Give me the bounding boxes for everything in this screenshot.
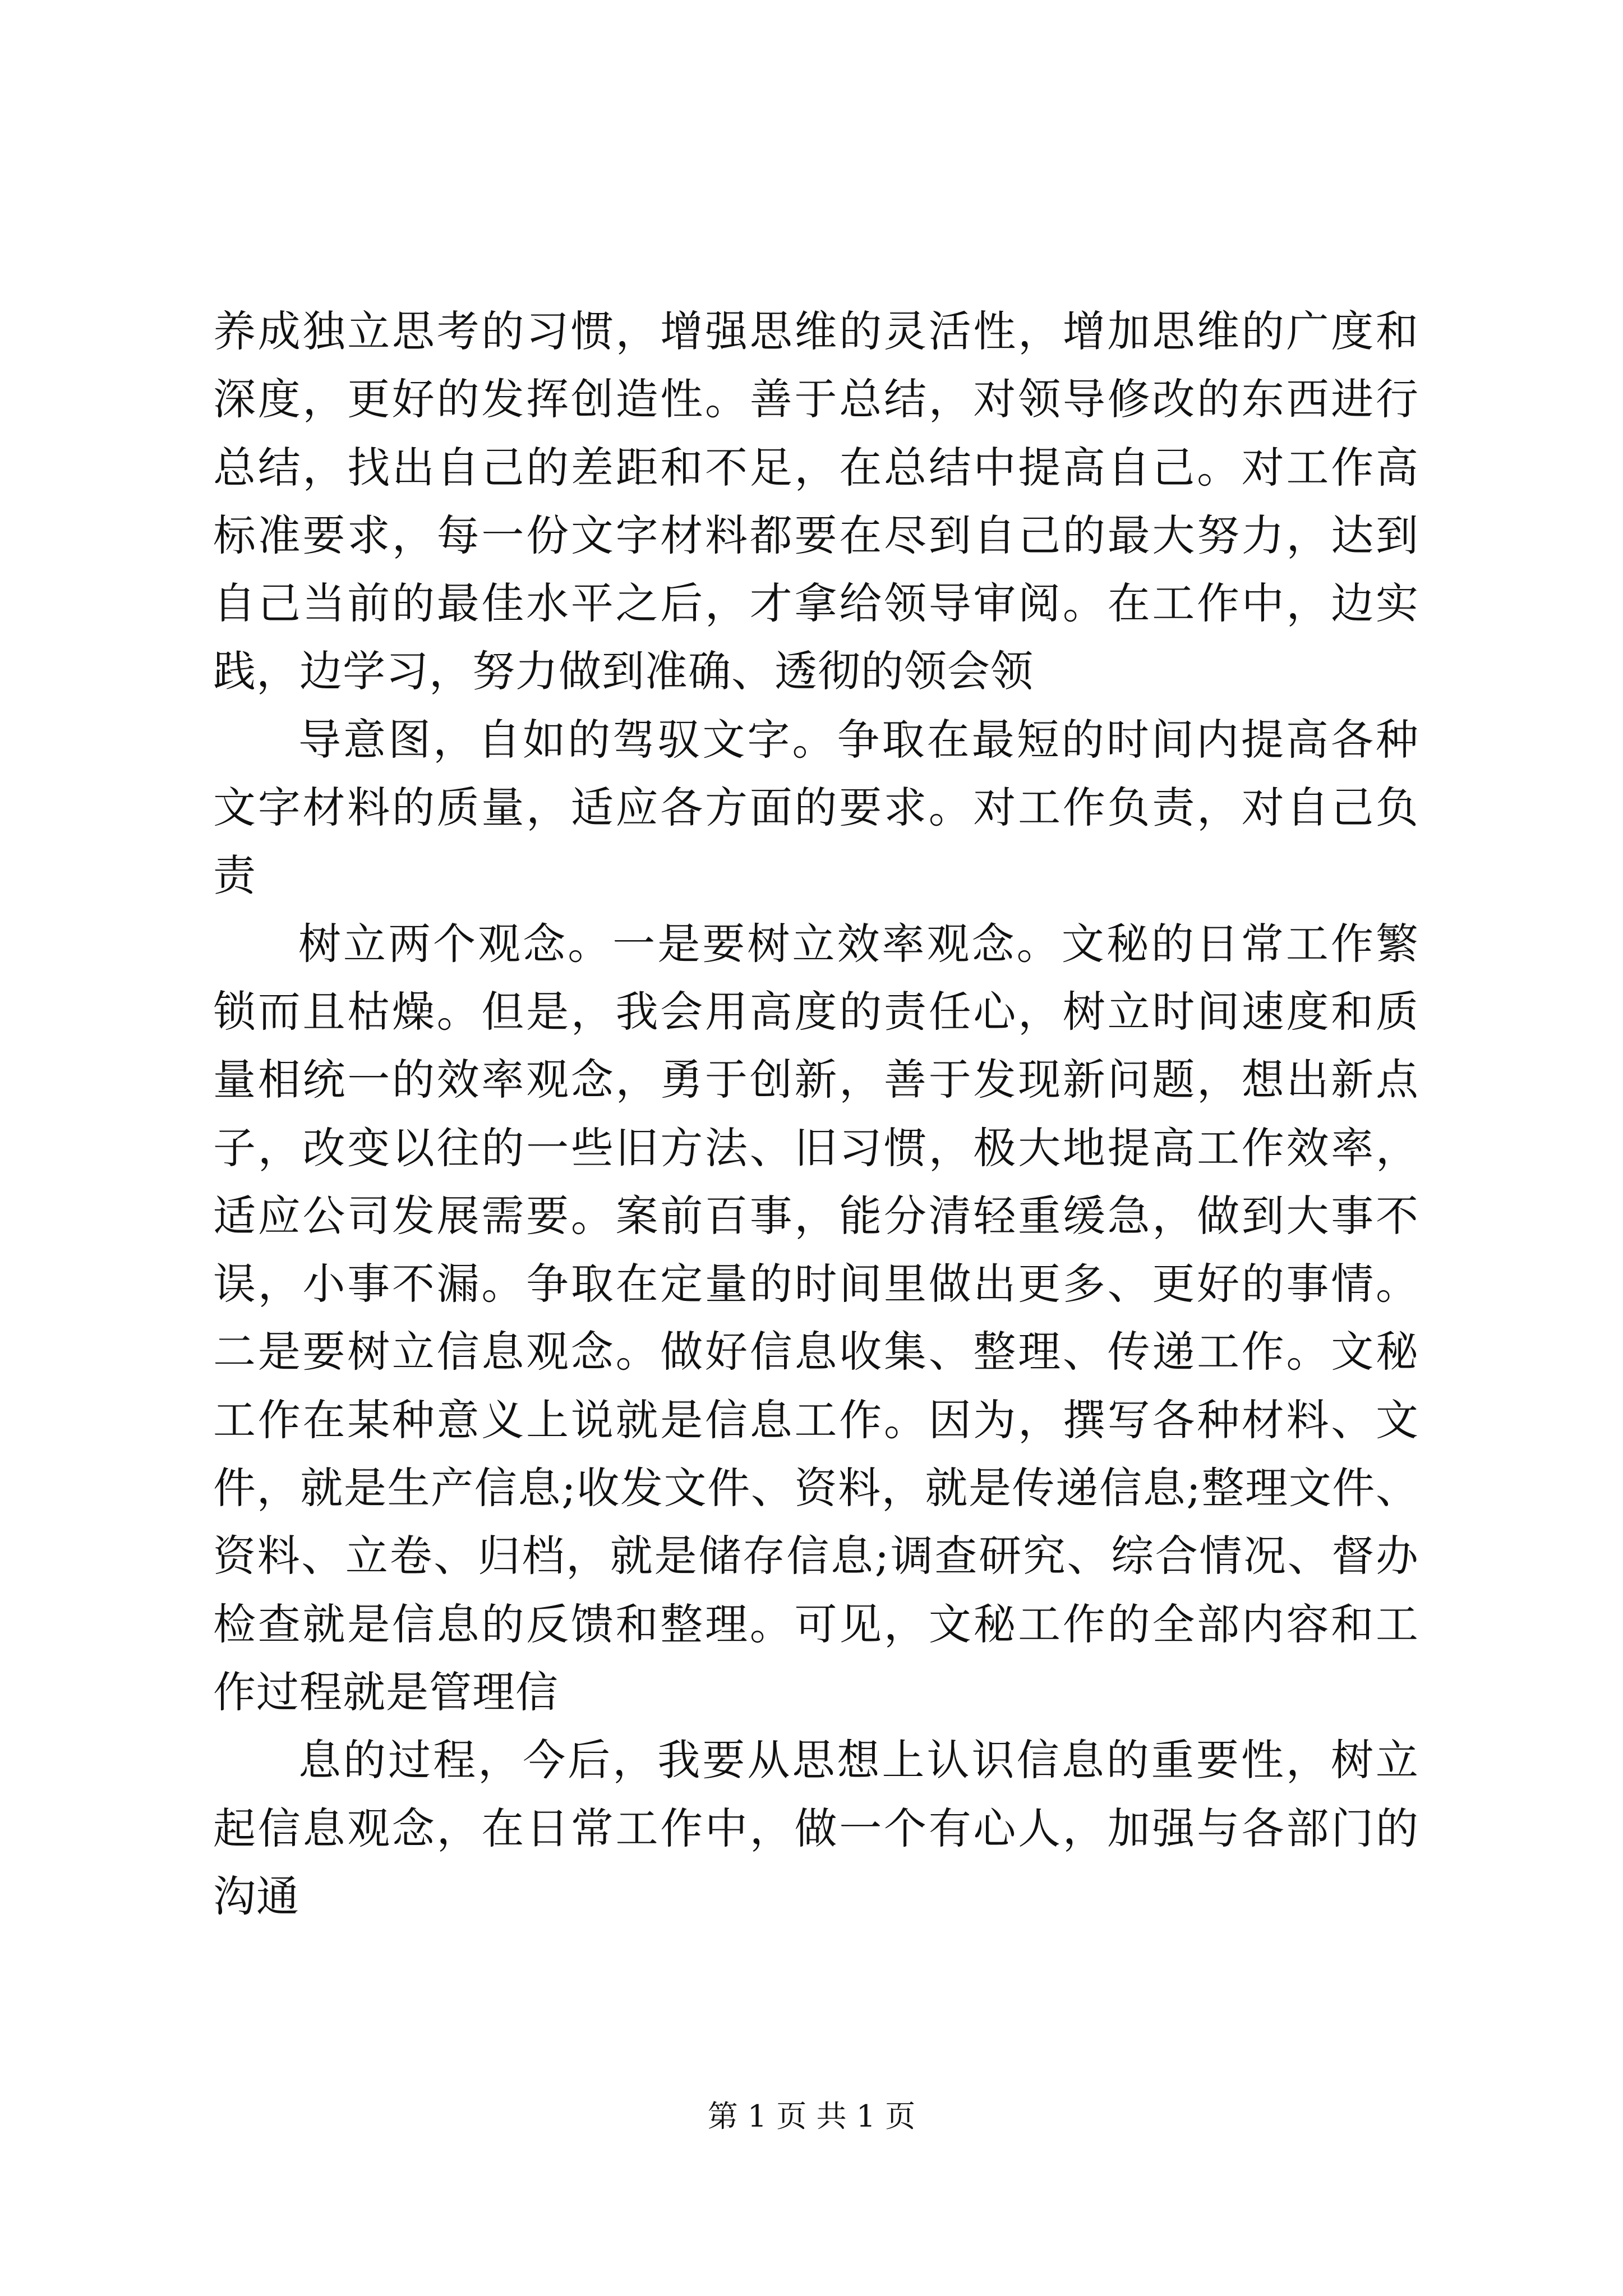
paragraph-2: 导意图，自如的驾驭文字。争取在最短的时间内提高各种文字材料的质量，适应各方面的要求。对工作负责，对自己负责 <box>213 714 1419 901</box>
paragraph-1: 养成独立思考的习惯，增强思维的灵活性，增加思维的广度和深度，更好的发挥创造性。善于总结，对领导修改的东西进行总结，找出自己的差距和不足，在总结中提高自己。对工作高标准要求，每一份文字材料都要在尽到自己的最大努力，达到自己当前的最佳水平之后，才拿给领导审阅。在工作中，边实践，边学习，努力做到准确、透彻的领会领 <box>213 306 1419 697</box>
document-body <box>213 297 1419 1930</box>
paragraph-4: 息的过程，今后，我要从思想上认识信息的重要性，树立起信息观念，在日常工作中，做一个有心人，加强与各部门的沟通 <box>213 1735 1419 1921</box>
page-footer: 第 1 页 共 1 页 <box>707 2099 916 2134</box>
paragraph-3: 树立两个观念。一是要树立效率观念。文秘的日常工作繁锁而且枯燥。但是，我会用高度的责任心，树立时间速度和质量相统一的效率观念，勇于创新，善于发现新问题，想出新点子，改变以往的一些旧方法、旧习惯，极大地提高工作效率，适应公司发展需要。案前百事，能分清轻重缓急，做到大事不误，小事不漏。争取在定量的时间里做出更多、更好的事情。二是要树立信息观念。做好信息收集、整理、传递工作。文秘工作在某种意义上说就是信息工作。因为，撰写各种材料、文件，就是生产信息;收发文件、资料，就是传递信息;整理文件、资料、立卷、归档，就是储存信息;调查研究、综合情况、督办检查就是信息的反馈和整理。可见，文秘工作的全部内容和工作过程就是管理信 <box>213 918 1419 1717</box>
